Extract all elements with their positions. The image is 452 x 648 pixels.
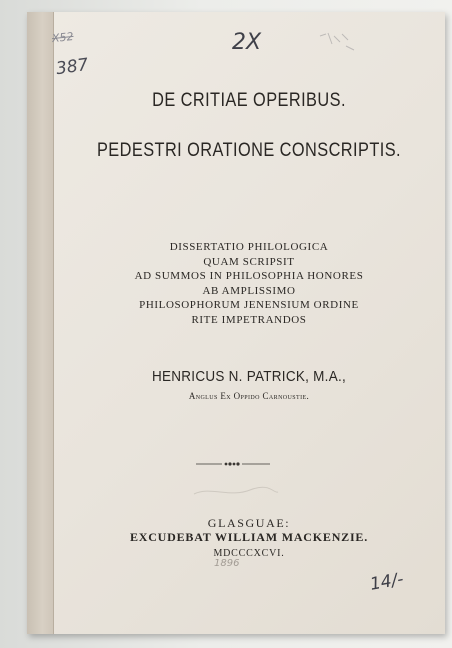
dissertation-line: QUAM SCRIPSIT: [203, 255, 295, 268]
ornament-divider-icon: [196, 461, 270, 467]
dissertation-line: AD SUMMOS IN PHILOSOPHIA HONORES: [134, 270, 364, 283]
price-note: 14/-: [368, 569, 405, 595]
pencil-scribble: [318, 30, 358, 54]
dissertation-line: AB AMPLISSIMO: [202, 284, 296, 297]
dissertation-block: [53, 240, 445, 328]
faint-stamp-mark: [190, 484, 280, 500]
shelfmark-note: 387: [54, 54, 90, 80]
handwritten-mark: 2X: [232, 30, 262, 55]
struck-shelfmark: X52: [51, 29, 75, 46]
imprint-year: MDCCCXCVI.: [213, 548, 285, 559]
title-line-2: PEDESTRI ORATIONE CONSCRIPTIS.: [96, 140, 402, 161]
author-name: HENRICUS N. PATRICK, M.A.,: [151, 368, 347, 385]
dissertation-line: PHILOSOPHORUM JENENSIUM ORDINE: [139, 299, 359, 312]
dissertation-line: RITE IMPETRANDOS: [191, 313, 307, 326]
author-origin: Anglus Ex Oppido Carnoustie.: [188, 391, 310, 401]
title-line-1: DE CRITIAE OPERIBUS.: [152, 90, 346, 111]
imprint-printer: EXCUDEBAT WILLIAM MACKENZIE.: [129, 530, 369, 544]
spine-strip: [27, 12, 54, 634]
imprint-city: GLASGUAE:: [207, 516, 291, 530]
dissertation-line: DISSERTATIO PHILOLOGICA: [169, 241, 329, 253]
pencil-year-note: 1896: [214, 558, 240, 569]
